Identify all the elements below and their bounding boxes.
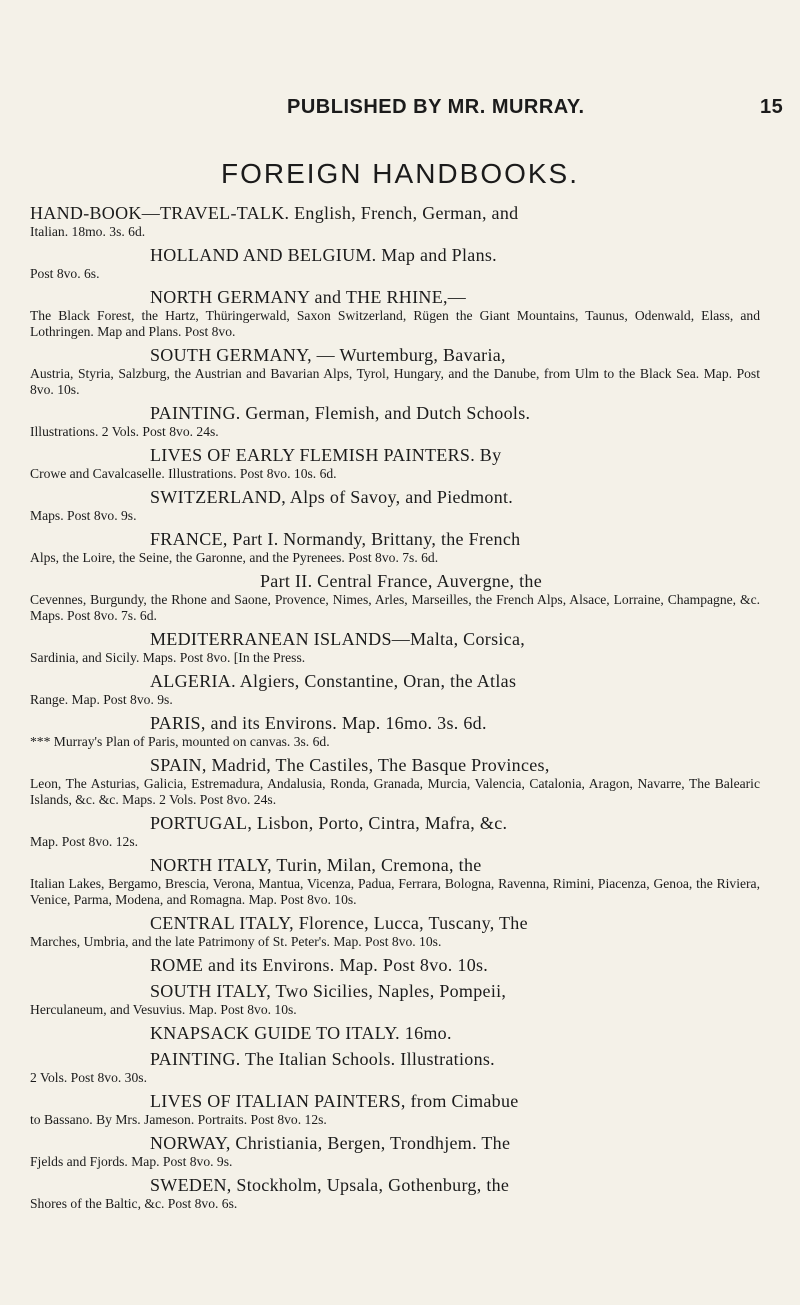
entry-body: *** Murray's Plan of Paris, mounted on canvas. 3s. 6d. <box>30 734 330 749</box>
entry-body: 2 Vols. Post 8vo. 30s. <box>30 1070 147 1085</box>
entry-head: PARIS, and its Environs. Map. 16mo. 3s. 6d. <box>150 713 487 733</box>
entry-switzerland <box>30 486 760 524</box>
entry-head: FRANCE, Part I. Normandy, Brittany, the French <box>150 529 521 549</box>
entry-body: Illustrations. 2 Vols. Post 8vo. 24s. <box>30 424 219 439</box>
entry-italian-painters <box>30 1090 760 1128</box>
entry-head: ROME and its Environs. Map. Post 8vo. 10s. <box>150 955 489 975</box>
page-number: 15 <box>760 96 784 118</box>
entry-france-1 <box>30 528 760 566</box>
entry-head: SPAIN, Madrid, The Castiles, The Basque Provinces, <box>150 755 550 775</box>
entry-head: LIVES OF ITALIAN PAINTERS, from Cimabue <box>150 1091 519 1111</box>
entry-painting-german <box>30 402 760 440</box>
entry-flemish-painters <box>30 444 760 482</box>
entry-body: Alps, the Loire, the Seine, the Garonne, and the Pyrenees. Post 8vo. 7s. 6d. <box>30 550 439 565</box>
entry-head: NORWAY, Christiania, Bergen, Trondhjem. The <box>150 1133 511 1153</box>
entry-head: SOUTH GERMANY, — Wurtemburg, Bavaria, <box>150 345 506 365</box>
entry-north-italy <box>30 854 760 908</box>
entry-head: LIVES OF EARLY FLEMISH PAINTERS. By <box>150 445 502 465</box>
entry-head: SWITZERLAND, Alps of Savoy, and Piedmont. <box>150 487 514 507</box>
entry-knapsack-italy <box>30 1022 760 1044</box>
publisher-line: PUBLISHED BY MR. MURRAY. <box>287 96 585 118</box>
entry-body: Italian. 18mo. 3s. 6d. <box>30 224 146 239</box>
entry-rome <box>30 954 760 976</box>
entry-body: Austria, Styria, Salzburg, the Austrian and Bavarian Alps, Tyrol, Hungary, and the Danube, from Ulm to the Black Sea. Map. Post 8vo. 10s. <box>30 366 760 397</box>
entry-south-italy <box>30 980 760 1018</box>
entry-head: MEDITERRANEAN ISLANDS—Malta, Corsica, <box>150 629 526 649</box>
entry-body: Maps. Post 8vo. 9s. <box>30 508 137 523</box>
entry-body: Leon, The Asturias, Galicia, Estremadura, Andalusia, Ronda, Granada, Murcia, Valencia, Catalonia, Aragon, Navarre, The Balearic Islands, &c. &c. Maps. 2 Vols. Post 8vo. 24s. <box>30 776 760 807</box>
entry-body: Cevennes, Burgundy, the Rhone and Saone, Provence, Nimes, Arles, Marseilles, the French Alps, Alsace, Lorraine, Champagne, &c. Maps. Post 8vo. 7s. 6d. <box>30 592 760 623</box>
entry-head: HOLLAND AND BELGIUM. Map and Plans. <box>150 245 497 265</box>
entry-travel-talk <box>30 202 760 240</box>
entry-head: NORTH ITALY, Turin, Milan, Cremona, the <box>150 855 482 875</box>
entry-body: to Bassano. By Mrs. Jameson. Portraits. Post 8vo. 12s. <box>30 1112 327 1127</box>
entry-head: PORTUGAL, Lisbon, Porto, Cintra, Mafra, &c. <box>150 813 508 833</box>
entry-body: Map. Post 8vo. 12s. <box>30 834 139 849</box>
entry-france-2 <box>30 570 760 624</box>
entry-painting-italian <box>30 1048 760 1086</box>
entry-body: Italian Lakes, Bergamo, Brescia, Verona, Mantua, Vicenza, Padua, Ferrara, Bologna, Ravenna, Rimini, Piacenza, Genoa, the Riviera, Venice, Parma, Modena, and Romagna. Map. Post 8vo. 10s. <box>30 876 760 907</box>
entry-body: Fjelds and Fjords. Map. Post 8vo. 9s. <box>30 1154 233 1169</box>
running-head <box>0 96 800 120</box>
section-title: FOREIGN HANDBOOKS. <box>220 158 580 189</box>
entry-head: SWEDEN, Stockholm, Upsala, Gothenburg, the <box>150 1175 510 1195</box>
entry-body: Shores of the Baltic, &c. Post 8vo. 6s. <box>30 1196 238 1211</box>
entry-mediterranean <box>30 628 760 666</box>
entry-body: Herculaneum, and Vesuvius. Map. Post 8vo. 10s. <box>30 1002 297 1017</box>
entry-paris <box>30 712 760 750</box>
entry-body: Sardinia, and Sicily. Maps. Post 8vo. [In the Press. <box>30 650 306 665</box>
entry-portugal <box>30 812 760 850</box>
entry-holland <box>30 244 760 282</box>
entry-central-italy <box>30 912 760 950</box>
entries-list <box>30 202 760 1216</box>
entry-body: The Black Forest, the Hartz, Thüringerwald, Saxon Switzerland, Rügen the Giant Mountains, Taunus, Odenwald, Elass, and Lothringen. Map and Plans. Post 8vo. <box>30 308 760 339</box>
entry-north-germany <box>30 286 760 340</box>
entry-head: PAINTING. The Italian Schools. Illustrations. <box>150 1049 495 1069</box>
entry-head: SOUTH ITALY, Two Sicilies, Naples, Pompeii, <box>150 981 507 1001</box>
entry-sweden <box>30 1174 760 1212</box>
entry-body: Crowe and Cavalcaselle. Illustrations. Post 8vo. 10s. 6d. <box>30 466 337 481</box>
entry-algeria <box>30 670 760 708</box>
entry-norway <box>30 1132 760 1170</box>
entry-head: CENTRAL ITALY, Florence, Lucca, Tuscany, The <box>150 913 528 933</box>
entry-body: Post 8vo. 6s. <box>30 266 100 281</box>
entry-head: HAND-BOOK—TRAVEL-TALK. English, French, German, and <box>30 203 519 223</box>
entry-head: KNAPSACK GUIDE TO ITALY. 16mo. <box>150 1023 452 1043</box>
entry-spain <box>30 754 760 808</box>
entry-head: NORTH GERMANY and THE RHINE,— <box>150 287 467 307</box>
entry-body: Range. Map. Post 8vo. 9s. <box>30 692 173 707</box>
entry-head: PAINTING. German, Flemish, and Dutch Schools. <box>150 403 531 423</box>
entry-head: Part II. Central France, Auvergne, the <box>260 571 542 591</box>
entry-south-germany <box>30 344 760 398</box>
entry-body: Marches, Umbria, and the late Patrimony of St. Peter's. Map. Post 8vo. 10s. <box>30 934 442 949</box>
entry-head: ALGERIA. Algiers, Constantine, Oran, the Atlas <box>150 671 517 691</box>
